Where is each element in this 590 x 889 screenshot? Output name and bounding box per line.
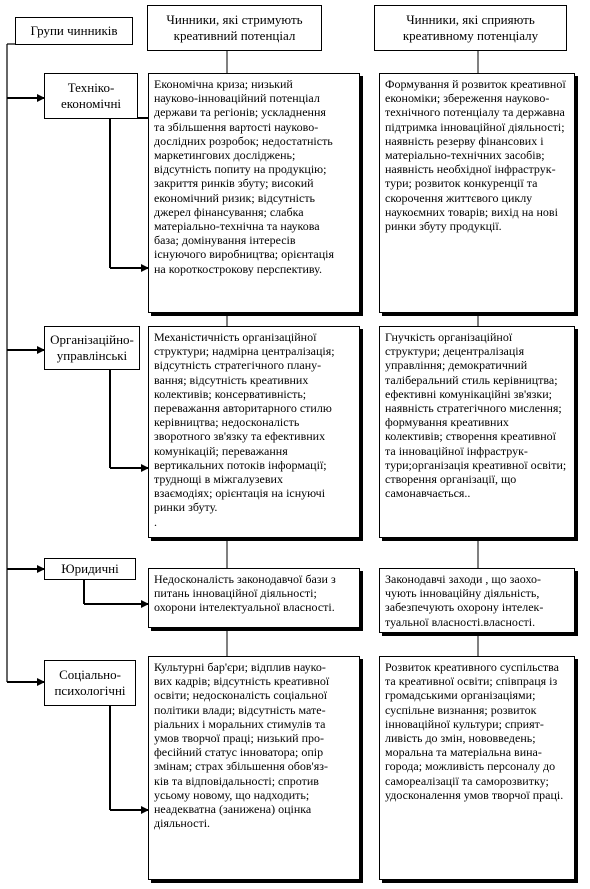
group-name-line: Організаційно- xyxy=(50,332,134,347)
group-name-line: управлінські xyxy=(56,348,128,363)
inhibiting-factors-organizational: Механістичність організаційної структури; надмірна централізація; відсутність стратегічного плану- вання; відсутність креативних колективів; консервативність; переважання авторитарного стилю керівництва; недосконалість зворотного зв'язку та ефективних комунікацій; переважання вертикальних потоків інформації; труднощі в міжгалузевих взаємодіях; орієнтація на існуючі ринки збуту. . xyxy=(148,326,360,538)
promoting-factors-legal: Законодавчі заходи , що заохо- чують інноваційну діяльність, забезпечують охорону інтелек- туальної власності.власності. xyxy=(379,568,575,633)
inhibiting-header-line-2: креативний потенціал xyxy=(173,28,296,43)
group-name-line: економічні xyxy=(60,96,122,111)
group-technical-economic xyxy=(44,73,138,119)
group-organizational-managerial xyxy=(44,326,140,370)
promoting-factors-social-psychological: Розвиток креативного суспільства та креативної освіти; співпраця із громадськими організаціями; суспільне визнання; розвиток інноваційної культури; сприят- ливість до змін, нововведень; моральна та матеріальна вина- города; можливість персоналу до самореалізації та саморозвитку; удосконалення умов творчої праці. xyxy=(379,656,575,880)
inhibiting-factors-header xyxy=(147,5,322,51)
group-name-line: Юридичні xyxy=(61,561,119,576)
inhibiting-factors-technical-economic: Економічна криза; низький науково-інноваційний потенціал держави та регіонів; ускладнення та збільшення вартості науково- дослідних розробок; недостатність маркетингових досліджень; відсутність попиту на продукцію; закриття ринків збуту; високий економічний ризик; відсутність джерел фінансування; слабка матеріально-технічна та наукова база; домінування інтересів існуючого виробництва; орієнтація на короткострокову перспективу. xyxy=(148,73,360,313)
group-name-line: психологічні xyxy=(54,683,126,698)
groups-header: Групи чинників xyxy=(15,17,133,45)
promoting-factors-technical-economic: Формування й розвиток креативної економіки; збереження науково- технічного потенціалу та державна підтримка інноваційної діяльності; наявність резерву фінансових і матеріально-технічних засобів; наявність необхідної інфраструк- тури; розвиток конкуренції та скорочення життєвого циклу наукоємних товарів; вихід на нові ринки збуту продукції. xyxy=(379,73,575,313)
inhibiting-factors-social-psychological: Культурні бар'єри; відплив науко- вих кадрів; відсутність креативної освіти; недосконалість соціальної політики влади; відсутність мате- ріальних і моральних стимулів та умов творчої праці; низький про- фесійний статус інноватора; опір змінам; страх збільшення обов'яз- ків та відповідальності; спротив усьому новому, що надходить; неадекватна (занижена) оцінка діяльності. xyxy=(148,656,360,880)
group-social-psychological xyxy=(44,660,136,706)
group-name-line: Техніко- xyxy=(67,80,115,95)
inhibiting-factors-legal: Недосконалість законодавчої бази з питань інноваційної діяльності; охорони інтелектуальної власності. xyxy=(148,568,360,628)
group-legal xyxy=(44,558,136,580)
promoting-factors-organizational: Гнучкість організаційної структури; децентралізація управління; демократичний таліберальний стиль керівництва; ефективні комунікаційні зв'язки; наявність стратегічного мислення; формування креативних колективів; створення креативної та інноваційної інфраструк- тури;організація креативної освіти; створення організації, що самонавчається.. xyxy=(379,326,575,538)
inhibiting-header-line-1: Чинники, які стримують xyxy=(166,12,303,27)
promoting-header-line-1: Чинники, які сприяють xyxy=(406,12,535,27)
promoting-factors-header xyxy=(374,5,567,51)
group-name-line: Соціально- xyxy=(59,667,121,682)
promoting-header-line-2: креативному потенціалу xyxy=(402,28,539,43)
